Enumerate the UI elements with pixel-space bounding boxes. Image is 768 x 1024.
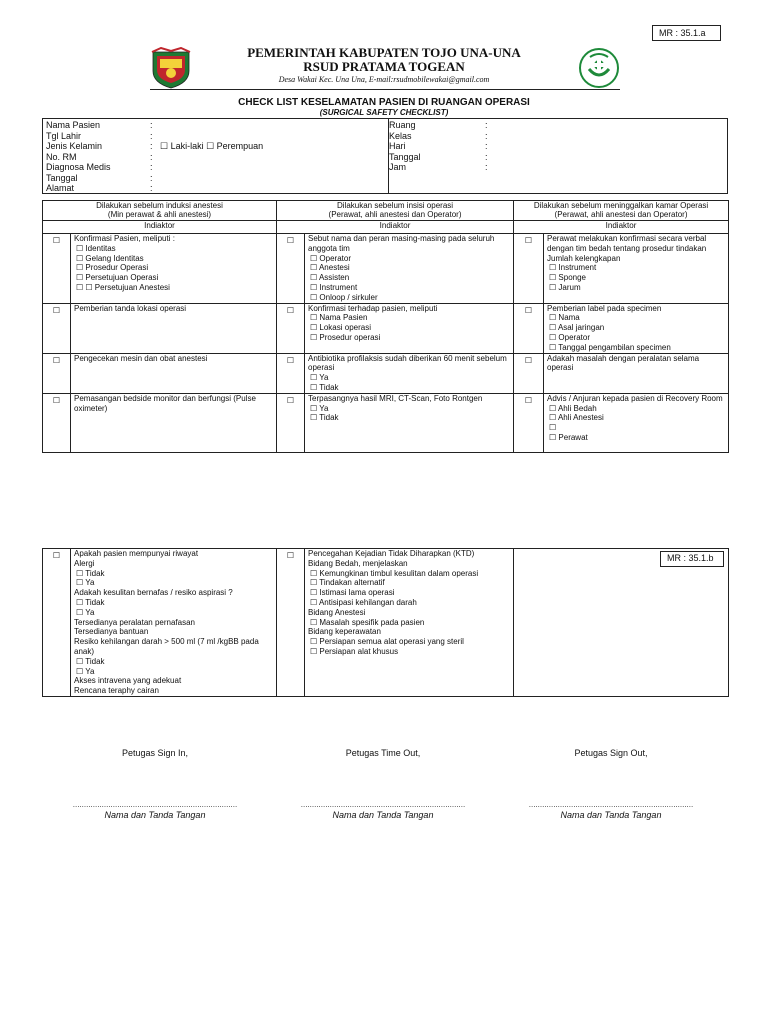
checklist-option[interactable]: ☐ Ahli Bedah <box>549 403 597 413</box>
checklist-option[interactable]: ☐ Perawat <box>549 432 588 442</box>
checkbox[interactable]: ☐ <box>43 234 71 304</box>
checklist-option[interactable]: ☐ Persiapan alat khusus <box>310 646 399 656</box>
checklist-text: Jumlah kelengkapan <box>547 253 621 263</box>
checkbox[interactable]: ☐ <box>514 234 544 304</box>
checklist-text: Pencegahan Kejadian Tidak Diharapkan (KTD) <box>308 549 475 558</box>
checklist-option[interactable]: ☐ Gelang Identitas <box>76 253 144 263</box>
checklist-text: Bidang Anestesi <box>308 607 366 617</box>
checklist-text: Perawat melakukan konfirmasi secara verbal dengan tim bedah tentang prosedur tindakan <box>547 234 707 253</box>
indicator-row <box>43 221 729 234</box>
patient-info-right: Ruang : Kelas : Hari : Tanggal : Jam : <box>389 120 488 172</box>
checkbox[interactable]: ☐ <box>277 234 305 304</box>
checklist-text: Tersedianya peralatan pernafasan <box>74 617 195 627</box>
checklist-text: Akses intravena yang adekuat <box>74 676 182 686</box>
cell-riwayat-pasien <box>71 549 277 697</box>
table-row <box>43 549 729 697</box>
checklist-option[interactable]: ☐ Masalah spesifik pada pasien <box>310 617 425 627</box>
label-diagnosa: Diagnosa Medis <box>46 162 111 172</box>
checklist-option[interactable]: ☐ Onloop / sirkuler <box>310 292 378 302</box>
checklist-text: Pemasangan bedside monitor dan berfungsi (Pulse oximeter) <box>74 393 256 413</box>
label-jenis-kelamin: Jenis Kelamin <box>46 141 103 151</box>
checklist-option[interactable]: ☐ Anestesi <box>310 263 350 273</box>
signature-line[interactable]: .......................................................................... <box>300 800 466 809</box>
checklist-option[interactable]: ☐ Persetujuan Operasi <box>76 273 159 283</box>
checklist-text: Alergi <box>74 558 95 568</box>
checklist-option[interactable]: ☐ Tindakan alternatif <box>310 578 385 588</box>
checklist-option[interactable]: ☐ Prosedur Operasi <box>76 263 149 273</box>
checklist-text: Bidang Bedah, menjelaskan <box>308 558 408 568</box>
checkbox[interactable]: ☐ <box>277 353 305 393</box>
label-kelas: Kelas <box>389 130 412 141</box>
label-hari: Hari <box>389 141 406 151</box>
checklist-option[interactable]: ☐ <box>549 423 557 433</box>
cell-hasil-mri <box>305 393 514 452</box>
checklist-text: Advis / Anjuran kepada pasien di Recovery Room <box>547 393 723 403</box>
checkbox[interactable]: ☐ <box>277 303 305 353</box>
checklist-option[interactable]: ☐ Identitas <box>76 243 116 253</box>
table-row <box>43 303 729 353</box>
col3-header: Dilakukan sebelum meninggalkan kamar Operasi (Perawat, ahli anestesi dan Operator) <box>514 201 729 221</box>
col1-header: Dilakukan sebelum induksi anestesi (Min perawat & ahli anestesi) <box>43 201 277 221</box>
checklist-option[interactable]: ☐ Nama <box>549 313 580 323</box>
checklist-text: Antibiotika profilaksis sudah diberikan 60 menit sebelum operasi <box>308 353 507 373</box>
checkbox[interactable]: ☐ <box>43 393 71 452</box>
cell-label-specimen <box>544 303 729 353</box>
checklist-text: Konfirmasi terhadap pasien, meliputi <box>308 303 438 313</box>
table-header-row <box>43 201 729 221</box>
cell-antibiotika <box>305 353 514 393</box>
table-row <box>43 393 729 452</box>
mr-number-box <box>652 25 721 41</box>
nama-ttd-label: Nama dan Tanda Tangan <box>104 810 206 820</box>
cell-konfirmasi-pasien <box>71 234 277 304</box>
checkbox[interactable]: ☐ <box>514 303 544 353</box>
hospital-name: RSUD PRATAMA TOGEAN <box>303 59 465 74</box>
checklist-text: Pemberian label pada specimen <box>547 303 662 313</box>
label-ruang: Ruang <box>389 120 416 130</box>
gender-options[interactable]: ☐ Laki-laki ☐ Perempuan <box>160 141 264 151</box>
checklist-text: Konfirmasi Pasien, meliputi : <box>74 234 175 243</box>
checklist-option[interactable]: ☐ Persiapan semua alat operasi yang steril <box>310 637 464 647</box>
checklist-text: Tersedianya bantuan <box>74 627 149 637</box>
nama-ttd-label: Nama dan Tanda Tangan <box>332 810 434 820</box>
checklist-option[interactable]: ☐ Ahli Anestesi <box>549 413 604 423</box>
cell-masalah-peralatan <box>544 353 729 393</box>
checkbox[interactable]: ☐ <box>43 303 71 353</box>
hospital-address: Desa Wakai Kec. Una Una, E-mail:rsudmobilewakai@gmail.com <box>278 75 490 84</box>
empty-cell <box>514 549 544 697</box>
signature-line[interactable]: .......................................................................... <box>72 800 238 809</box>
checklist-option[interactable]: ☐ Sponge <box>549 273 586 283</box>
checklist-option[interactable]: ☐ Ya <box>76 607 95 617</box>
nama-ttd-label: Nama dan Tanda Tangan <box>560 810 662 820</box>
cell-mesin-obat <box>71 353 277 393</box>
patient-info-box <box>42 118 728 194</box>
sign-out-label: Petugas Sign Out, <box>574 748 648 758</box>
checklist-option[interactable]: ☐ ☐ Persetujuan Anestesi <box>76 282 170 292</box>
checklist-option[interactable]: ☐ Ya <box>76 578 95 588</box>
mr-number-2: MR : 35.1.b <box>667 553 714 563</box>
checklist-option[interactable]: ☐ Kemungkinan timbul kesulitan dalam operasi <box>310 568 479 578</box>
checklist-text: Rencana teraphy cairan <box>74 686 159 696</box>
patient-info-left: Nama Pasien : Tgl Lahir : Jenis Kelamin : ☐ Laki-laki ☐ Perempuan No. RM : Diagnosa Medis : Tanggal : Alamat : <box>46 120 264 193</box>
cell-pencegahan-ktd <box>305 549 514 697</box>
label-no-rm: No. RM <box>46 151 77 162</box>
checklist-text: Adakah masalah dengan peralatan selama operasi <box>547 353 700 373</box>
cell-konfirmasi-pasien-2 <box>305 303 514 353</box>
label-tanggal-right: Tanggal <box>389 151 421 162</box>
checklist-option[interactable]: ☐ Tidak <box>76 597 105 607</box>
document-subtitle: (SURGICAL SAFETY CHECKLIST) <box>319 108 449 117</box>
checklist-option[interactable]: ☐ Assisten <box>310 273 350 283</box>
checklist-text: Sebut nama dan peran masing-masing pada seluruh anggota tim <box>308 234 495 253</box>
label-tgl-lahir: Tgl Lahir <box>46 130 82 141</box>
document-title: CHECK LIST KESELAMATAN PASIEN DI RUANGAN OPERASI <box>238 97 530 108</box>
checklist-option[interactable]: ☐ Instrument <box>310 282 358 292</box>
checklist-option[interactable]: ☐ Operator <box>310 253 351 263</box>
cell-sebut-nama-tim <box>305 234 514 304</box>
checklist-text: Apakah pasien mempunyai riwayat <box>74 549 199 558</box>
label-nama-pasien: Nama Pasien <box>46 120 101 130</box>
cell-konfirmasi-verbal <box>544 234 729 304</box>
checklist-option[interactable]: ☐ Istimasi lama operasi <box>310 588 395 598</box>
checklist-option[interactable]: ☐ Tidak <box>76 656 105 666</box>
checklist-option[interactable]: ☐ Jarum <box>549 282 581 292</box>
checklist-option[interactable]: ☐ Instrument <box>549 263 597 273</box>
label-jam: Jam <box>389 162 407 172</box>
checkbox[interactable]: ☐ <box>43 549 71 697</box>
checklist-option[interactable]: ☐ Antisipasi kehilangan darah <box>310 597 417 607</box>
checklist-table <box>42 200 729 453</box>
checklist-option[interactable]: ☐ Prosedur operasi <box>310 332 381 342</box>
checklist-option[interactable]: ☐ Lokasi operasi <box>310 323 371 333</box>
signature-line[interactable]: .......................................................................... <box>528 800 694 809</box>
checklist-option[interactable]: ☐ Tidak <box>310 382 339 392</box>
checklist-option[interactable]: ☐ Ya <box>76 666 95 676</box>
checklist-option[interactable]: ☐ Tidak <box>310 413 339 423</box>
checklist-option[interactable]: ☐ Ya <box>310 403 329 413</box>
cell-advis-recovery <box>544 393 729 452</box>
checklist-option[interactable]: ☐ Asal jaringan <box>549 323 605 333</box>
checklist-table-2 <box>42 548 729 697</box>
checklist-text: Pemberian tanda lokasi operasi <box>74 303 187 313</box>
checklist-option[interactable]: ☐ Nama Pasien <box>310 313 368 323</box>
label-tanggal: Tanggal <box>46 172 78 183</box>
sign-in-label: Petugas Sign In, <box>121 748 189 758</box>
indicator-label: Indiaktor <box>277 221 514 234</box>
checklist-option[interactable]: ☐ Tanggal pengambilan specimen <box>549 342 671 352</box>
checklist-text: Adakah kesulitan bernafas / resiko aspirasi ? <box>74 588 233 598</box>
checklist-text: Terpasangnya hasil MRI, CT-Scan, Foto Rontgen <box>308 393 483 403</box>
mr-cell <box>544 549 729 697</box>
mr-number-box-2 <box>660 551 724 567</box>
checkbox[interactable]: ☐ <box>514 393 544 452</box>
label-alamat: Alamat <box>46 183 75 193</box>
mr-number: MR : 35.1.a <box>659 28 706 38</box>
checkbox[interactable]: ☐ <box>277 549 305 697</box>
checklist-option[interactable]: ☐ Ya <box>310 373 329 383</box>
checkbox[interactable]: ☐ <box>43 353 71 393</box>
indicator-label: Indiaktor <box>43 221 277 234</box>
government-name: PEMERINTAH KABUPATEN TOJO UNA-UNA <box>247 45 521 60</box>
checklist-option[interactable]: ☐ Operator <box>549 332 590 342</box>
header-divider <box>150 89 620 90</box>
checkbox[interactable]: ☐ <box>514 353 544 393</box>
checkbox[interactable]: ☐ <box>277 393 305 452</box>
table-row <box>43 353 729 393</box>
time-out-label: Petugas Time Out, <box>345 748 421 758</box>
checklist-text: Pengecekan mesin dan obat anestesi <box>74 353 208 363</box>
checklist-option[interactable]: ☐ Tidak <box>76 568 105 578</box>
checklist-text: Resiko kehilangan darah > 500 ml (7 ml /kgBB pada anak) <box>74 637 259 656</box>
col2-header: Dilakukan sebelum insisi operasi (Perawat, ahli anestesi dan Operator) <box>277 201 514 221</box>
checklist-text: Bidang keperawatan <box>308 627 381 637</box>
indicator-label: Indiaktor <box>514 221 729 234</box>
cell-bedside-monitor <box>71 393 277 452</box>
cell-tanda-lokasi <box>71 303 277 353</box>
table-row <box>43 234 729 304</box>
